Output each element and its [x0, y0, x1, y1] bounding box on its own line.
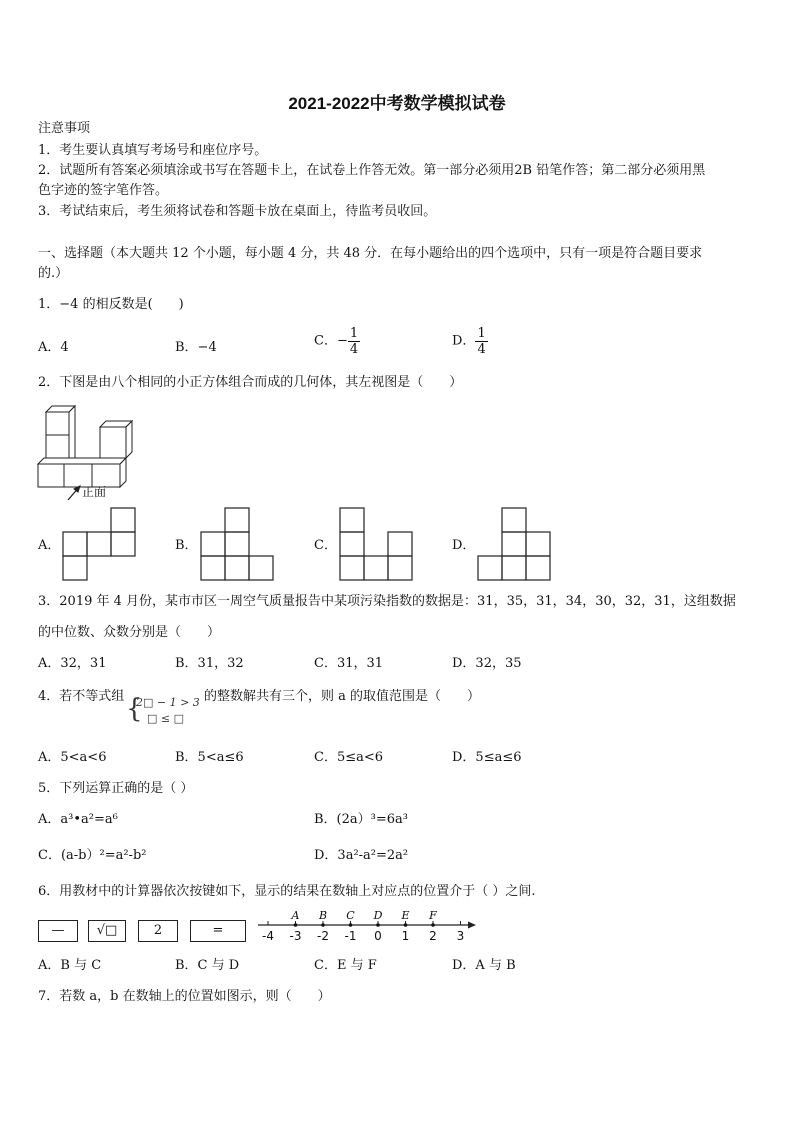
q7-stem: 7．若数 a，b 在数轴上的位置如图示，则（ ） [38, 989, 331, 1004]
number-line-point-label: C [346, 909, 355, 922]
section-heading: 一、选择题（本大题共 12 个小题，每小题 4 分，共 48 分．在每小题给出的四个选项中，只有一项是符合题目要求 [38, 246, 703, 261]
number-line-point-label: F [429, 909, 437, 922]
q2-option-c: C． [314, 538, 337, 553]
q1-option-a: A．4 [38, 340, 69, 355]
q3-stem-line2: 的中位数、众数分别是（ ） [38, 625, 221, 640]
number-line-point-label: D [373, 909, 383, 922]
q1-d-label: D． [452, 333, 476, 349]
note-2-cont: 色字迹的签字笔作答。 [38, 183, 169, 198]
number-line-point [349, 923, 353, 927]
note-3: 3．考试结束后，考生须将试卷和答题卡放在桌面上，待监考员收回。 [38, 204, 437, 219]
q1-c-sign: − [336, 333, 348, 349]
q4-stem-post: 的整数解共有三个，则 a 的取值范围是（ ） [204, 689, 481, 704]
q4-option-d: D．5≤a≤6 [452, 750, 522, 765]
q1-stem: 1．−4 的相反数是( ) [38, 297, 184, 312]
q5-option-b: B．(2a）³=6a³ [314, 812, 408, 827]
q4-system-line1: 2□ − 1 > 3 [136, 696, 200, 709]
q2-option-c-figure [339, 507, 415, 581]
q4-stem-pre: 4．若不等式组 [38, 689, 125, 704]
q6-option-b: B．C 与 D [175, 958, 240, 973]
number-line-point-label: E [401, 909, 410, 922]
q5-option-c: C．(a-b）²=a²-b² [38, 848, 147, 863]
q6-option-c: C．E 与 F [314, 958, 377, 973]
q1-option-b: B．−4 [175, 340, 217, 355]
cube-col-right [100, 421, 132, 458]
q2-option-b-figure [200, 507, 276, 581]
q3-option-a: A．32，31 [38, 656, 107, 671]
q3-option-c: C．31，31 [314, 656, 384, 671]
number-line-tick-label: -1 [344, 929, 357, 943]
number-line-tick-label: -4 [262, 929, 274, 943]
q2-option-d: D． [452, 538, 476, 553]
q1-d-numerator: 1 [477, 326, 486, 341]
q3-option-d: D．32，35 [452, 656, 522, 671]
q1-d-fraction [475, 326, 487, 357]
q3-option-b: B．31，32 [175, 656, 244, 671]
q1-c-fraction [348, 326, 360, 357]
q1-c-denominator: 4 [349, 342, 359, 357]
number-line-tick-label: -3 [289, 929, 302, 943]
q6-option-a: A．B 与 C [38, 958, 102, 973]
q1-c-label: C． [314, 333, 337, 349]
number-line-point-label: B [318, 909, 328, 922]
q4-option-c: C．5≤a<6 [314, 750, 384, 765]
q4-option-a: A．5<a<6 [38, 750, 107, 765]
number-line-tick-label: 2 [429, 929, 437, 943]
q2-front-label: 正面 [82, 485, 107, 499]
q4-option-b: B．5<a≤6 [175, 750, 244, 765]
section-heading-cont: 的.） [38, 266, 69, 281]
number-line-point [376, 923, 380, 927]
q1-d-denominator: 4 [477, 342, 486, 357]
q5-option-a: A．a³•a²=a⁶ [38, 812, 118, 827]
q5-option-d: D．3a²-a²=2a² [314, 848, 409, 863]
number-line-tick-label: 1 [401, 929, 410, 943]
calc-key-2: 2 [138, 920, 178, 942]
page-title: 2021-2022中考数学模拟试卷 [288, 94, 506, 113]
number-line-point [431, 923, 435, 927]
q2-stem: 2．下图是由八个相同的小正方体组合而成的几何体，其左视图是（ ） [38, 375, 463, 390]
q5-stem: 5．下列运算正确的是（ ） [38, 781, 194, 796]
q6-option-d: D．A 与 B [452, 958, 516, 973]
note-2: 2．试题所有答案必须填涂或书写在答题卡上，在试卷上作答无效。第一部分必须用2B 铅笔作答；第二部分必须用黑 [38, 163, 706, 178]
q4-system-brace: { [126, 694, 143, 724]
calc-key-equals: = [190, 920, 246, 942]
q2-option-a: A． [38, 538, 61, 553]
q2-option-d-figure [477, 507, 553, 581]
calc-key-minus: — [38, 920, 78, 942]
number-line-tick-label: 3 [456, 929, 465, 943]
note-1: 1．考生要认真填写考场号和座位序号。 [38, 143, 268, 158]
number-line-point [321, 923, 325, 927]
number-line-tick-label: -2 [317, 929, 329, 943]
number-line-tick-label: 0 [374, 929, 382, 943]
q4-system-line2: □ ≤ □ [147, 712, 184, 725]
calc-key-sqrt: √□ [88, 920, 126, 942]
number-line-point [294, 923, 298, 927]
q2-option-b: B． [175, 538, 198, 553]
q1-option-c [314, 326, 360, 357]
q2-option-a-figure [62, 507, 138, 581]
q1-c-numerator: 1 [349, 326, 359, 341]
q3-stem-line1: 3．2019 年 4 月份，某市市区一周空气质量报告中某项污染指数的数据是：31，35，31，34，30，32，31，这组数据 [38, 594, 736, 609]
q1-option-d [452, 326, 488, 357]
notes-heading: 注意事项 [38, 121, 91, 136]
q6-number-line [258, 906, 478, 946]
number-line-point [404, 923, 408, 927]
number-line-point-label: A [291, 909, 300, 922]
q6-stem: 6．用教材中的计算器依次按键如下，显示的结果在数轴上对应点的位置介于（ ）之间. [38, 884, 536, 899]
